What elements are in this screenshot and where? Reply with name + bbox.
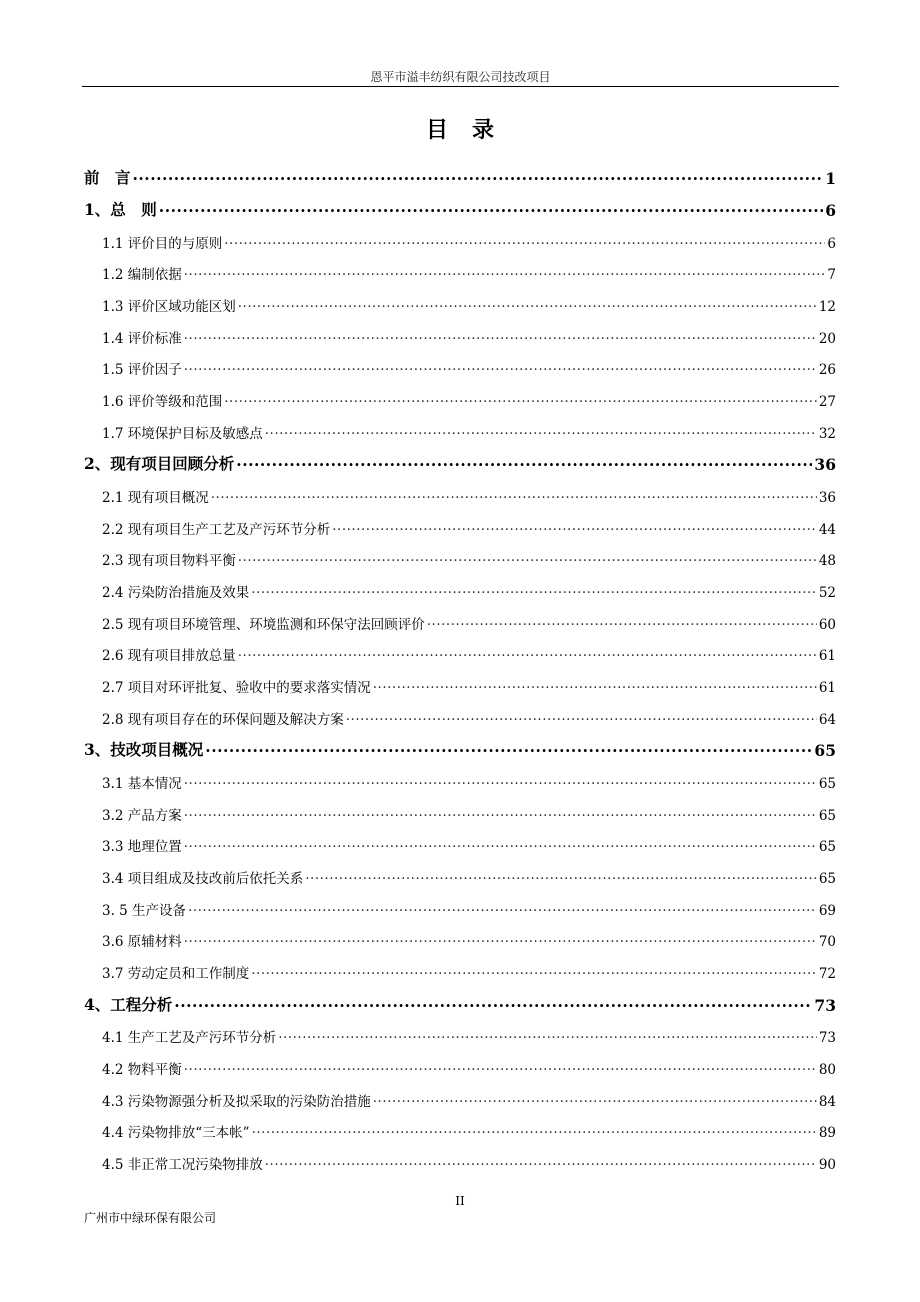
toc-entry-page: 7 [827,267,836,284]
toc-entry-page: 80 [818,1062,836,1078]
toc-entry-label: 1、总 则 [84,200,157,219]
toc-chapter-entry[interactable] [84,444,836,477]
toc-section-entry[interactable] [84,952,836,984]
toc-section-entry[interactable] [84,889,836,921]
toc-entry-page: 73 [814,995,836,1015]
toc-chapter-entry[interactable] [84,984,836,1017]
toc-section-entry[interactable] [84,349,836,381]
toc-leader-dots [265,426,817,444]
toc-entry-page: 73 [818,1030,836,1047]
toc-section-entry[interactable] [84,1112,836,1144]
toc-section-entry[interactable] [84,1143,836,1175]
toc-chapter-entry[interactable] [84,157,836,190]
toc-entry-page: 70 [818,934,836,951]
toc-entry-page: 65 [818,839,836,856]
toc-leader-dots [174,996,812,1017]
toc-entry-page: 36 [814,455,836,475]
toc-chapter-entry[interactable] [84,190,836,223]
toc-leader-dots [251,585,817,603]
page-header: 恩平市溢丰纺织有限公司技改项目 [370,70,551,84]
toc-section-entry[interactable] [84,285,836,317]
toc-leader-dots [373,1094,817,1112]
toc-entry-page: 61 [818,648,836,665]
toc-entry-label: 2.5 现有项目环境管理、环境监测和环保守法回顾评价 [102,616,425,633]
toc-section-entry[interactable] [84,254,836,286]
toc-section-entry[interactable] [84,1048,836,1080]
toc-section-entry[interactable] [84,412,836,444]
toc-section-entry[interactable] [84,1017,836,1049]
toc-leader-dots [346,712,817,730]
page-number: II [455,1194,465,1208]
toc-entry-label: 2.3 现有项目物料平衡 [102,553,236,570]
toc-leader-dots [373,680,817,698]
toc-entry-label: 2、现有项目回顾分析 [84,454,235,474]
toc-leader-dots [184,1062,817,1080]
toc-leader-dots [184,934,817,952]
toc-section-entry[interactable] [84,635,836,667]
toc-entry-label: 1.5 评价因子 [102,362,182,379]
toc-entry-label: 1.3 评价区域功能区划 [102,299,236,316]
toc-entry-page: 44 [818,521,836,538]
toc-entry-label: 3.4 项目组成及技改前后依托关系 [102,871,304,888]
toc-entry-page: 36 [818,490,836,506]
toc-leader-dots [427,617,817,635]
toc-entry-page: 72 [818,966,836,983]
toc-entry-page: 52 [818,585,836,602]
toc-entry-label: 2.1 现有项目概况 [102,490,209,506]
toc-leader-dots [278,1030,817,1048]
toc-entry-label: 1.2 编制依据 [102,267,182,284]
toc-section-entry[interactable] [84,921,836,953]
toc-leader-dots [184,808,817,826]
toc-entry-label: 4.4 污染物排放“三本帐” [102,1125,250,1142]
toc-entry-page: 6 [827,235,836,252]
toc-leader-dots [224,394,817,412]
toc-section-entry[interactable] [84,857,836,889]
toc-section-entry[interactable] [84,380,836,412]
toc-entry-label: 3.3 地理位置 [102,839,182,856]
toc-entry-label: 前 言 [84,167,131,187]
toc-entry-page: 65 [818,871,836,888]
toc-entry-page: 64 [818,711,836,728]
toc-entry-label: 3.2 产品方案 [102,807,182,824]
toc-entry-label: 2.8 现有项目存在的环保问题及解决方案 [102,711,344,728]
toc-entry-page: 12 [818,299,836,316]
toc-section-entry[interactable] [84,317,836,349]
header-rule [82,86,839,87]
toc-entry-page: 90 [818,1157,836,1174]
toc-leader-dots [224,236,825,254]
toc-section-entry[interactable] [84,826,836,858]
toc-leader-dots [265,1157,817,1175]
toc-section-entry[interactable] [84,666,836,698]
toc-entry-page: 61 [818,680,836,697]
toc-entry-page: 60 [818,616,836,633]
toc-entry-label: 4.2 物料平衡 [102,1062,182,1078]
toc-entry-page: 1 [825,168,836,188]
toc-entry-label: 3、技改项目概况 [84,740,204,760]
toc-title: 目录 [425,117,518,143]
toc-leader-dots [184,776,817,794]
toc-section-entry[interactable] [84,762,836,794]
table-of-contents [84,157,836,1175]
toc-entry-label: 1.4 评价标准 [102,330,182,347]
toc-entry-label: 1.1 评价目的与原则 [102,235,223,252]
toc-entry-page: 69 [818,902,836,919]
toc-leader-dots [184,362,817,380]
toc-entry-page: 20 [818,330,836,347]
toc-leader-dots [238,648,817,666]
toc-entry-label: 3.6 原辅材料 [102,934,182,951]
toc-section-entry[interactable] [84,603,836,635]
toc-entry-page: 6 [825,201,836,220]
toc-leader-dots [205,741,812,762]
toc-leader-dots [184,267,826,285]
toc-entry-label: 4.3 污染物源强分析及拟采取的污染防治措施 [102,1093,371,1110]
toc-entry-page: 32 [818,425,836,442]
page-footer: 广州市中绿环保有限公司 [84,1211,217,1225]
toc-entry-label: 1.6 评价等级和范围 [102,394,223,411]
toc-leader-dots [188,903,817,921]
toc-leader-dots [251,966,817,984]
toc-leader-dots [238,299,817,317]
toc-section-entry[interactable] [84,476,836,508]
toc-leader-dots [133,169,824,190]
toc-section-entry[interactable] [84,571,836,603]
toc-section-entry[interactable] [84,698,836,730]
toc-leader-dots [159,201,823,222]
toc-section-entry[interactable] [84,1080,836,1112]
toc-entry-page: 65 [818,776,836,792]
toc-entry-label: 2.4 污染防治措施及效果 [102,585,250,602]
toc-leader-dots [211,490,817,508]
toc-leader-dots [184,331,817,349]
toc-entry-label: 2.6 现有项目排放总量 [102,648,236,665]
toc-entry-label: 3. 5 生产设备 [102,902,187,919]
toc-leader-dots [332,522,817,540]
toc-entry-page: 65 [814,741,836,761]
toc-entry-page: 48 [818,553,836,570]
toc-section-entry[interactable] [84,222,836,254]
toc-leader-dots [252,1125,817,1143]
toc-entry-page: 27 [818,394,836,411]
toc-entry-label: 4.5 非正常工况污染物排放 [102,1157,263,1174]
toc-entry-label: 3.1 基本情况 [102,776,182,792]
toc-section-entry[interactable] [84,540,836,572]
toc-section-entry[interactable] [84,508,836,540]
toc-entry-page: 89 [818,1125,836,1142]
toc-leader-dots [236,455,812,476]
toc-leader-dots [238,553,817,571]
toc-chapter-entry[interactable] [84,730,836,763]
toc-entry-page: 84 [818,1093,836,1110]
toc-entry-label: 2.7 项目对环评批复、验收中的要求落实情况 [102,680,371,697]
toc-leader-dots [305,871,817,889]
toc-section-entry[interactable] [84,794,836,826]
toc-entry-page: 26 [818,362,836,379]
toc-entry-label: 1.7 环境保护目标及敏感点 [102,425,263,442]
toc-entry-label: 4.1 生产工艺及产污环节分析 [102,1030,277,1047]
toc-entry-label: 3.7 劳动定员和工作制度 [102,966,250,983]
toc-leader-dots [184,839,817,857]
toc-entry-page: 65 [818,807,836,824]
toc-entry-label: 2.2 现有项目生产工艺及产污环节分析 [102,521,331,538]
toc-entry-label: 4、工程分析 [84,994,173,1014]
